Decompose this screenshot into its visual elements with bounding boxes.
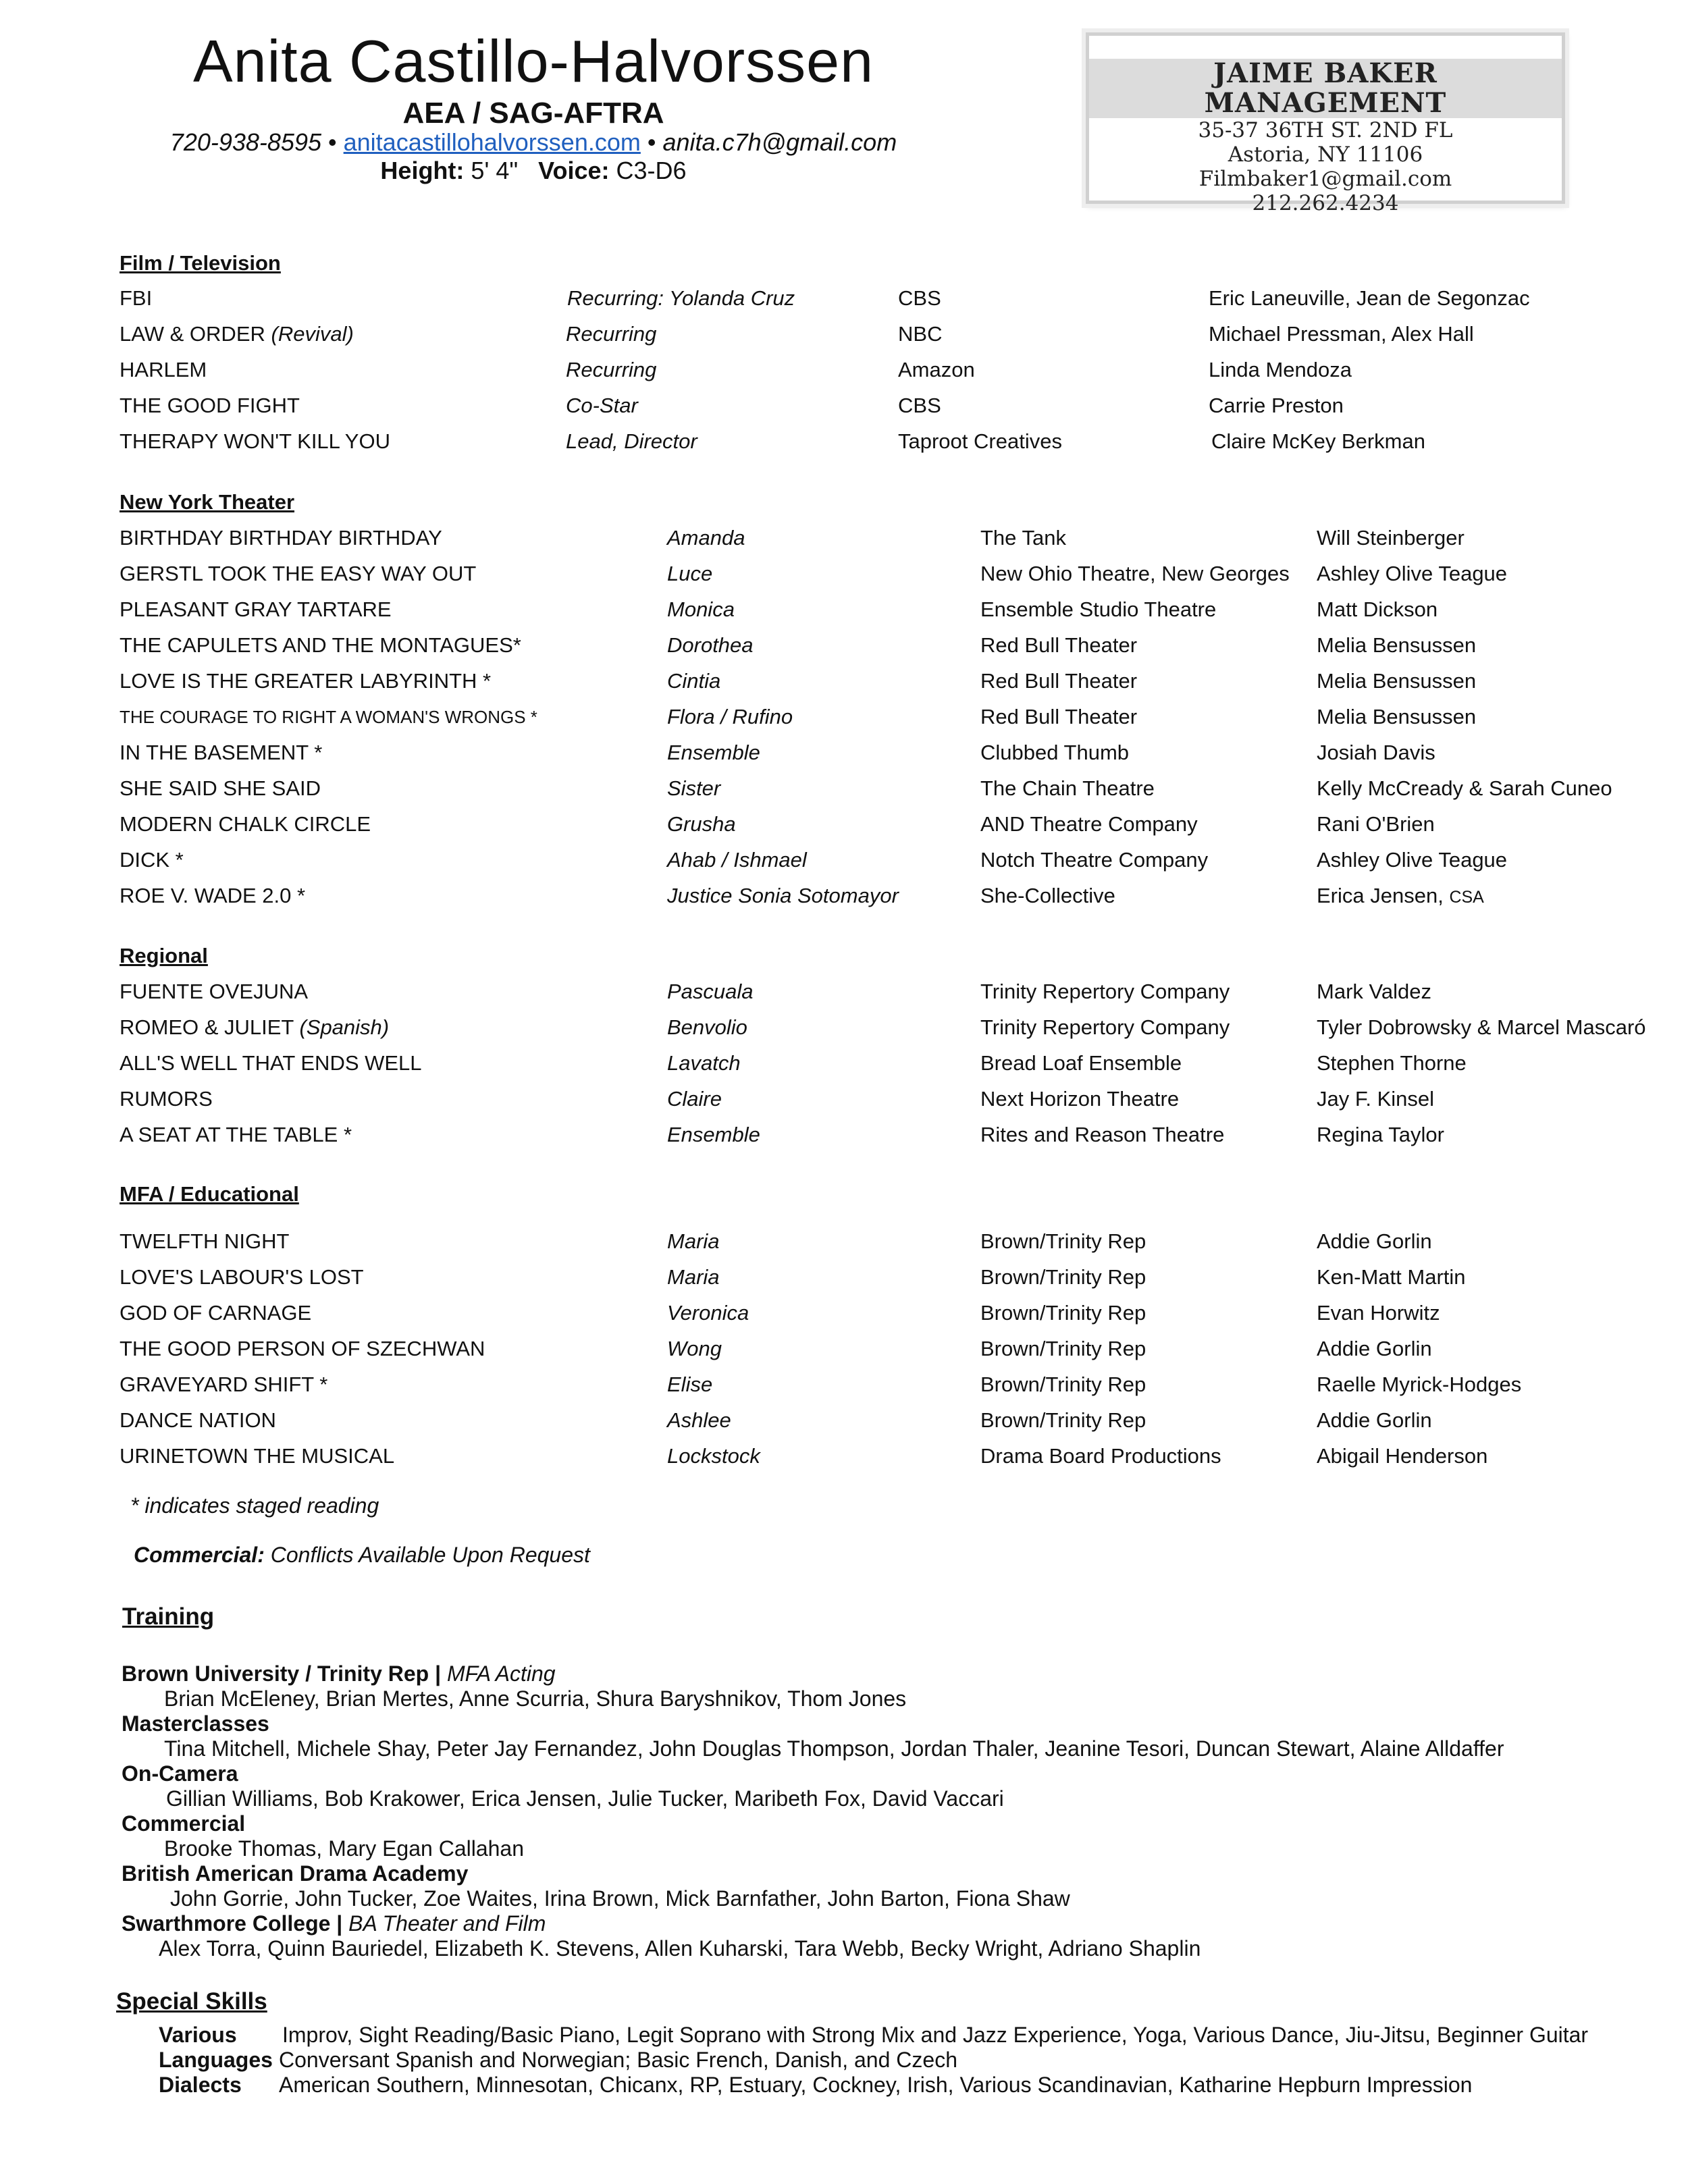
credit-director: Addie Gorlin: [1317, 1229, 1432, 1253]
credit-title: BIRTHDAY BIRTHDAY BIRTHDAY: [120, 526, 442, 550]
section-title-regional: Regional: [120, 944, 208, 967]
credit-title: THE GOOD FIGHT: [120, 394, 300, 417]
credit-role: Co-Star: [566, 394, 638, 417]
credit-company: Brown/Trinity Rep: [980, 1408, 1146, 1432]
credit-company: Rites and Reason Theatre: [980, 1123, 1225, 1146]
credit-row: [0, 358, 1688, 385]
credit-director: Matt Dickson: [1317, 597, 1438, 621]
bullet-separator: •: [647, 128, 656, 156]
training-school: Brown University / Trinity Rep | MFA Acting: [122, 1661, 556, 1686]
credit-row: [0, 429, 1688, 456]
credit-row: [0, 322, 1688, 349]
credit-title: GRAVEYARD SHIFT *: [120, 1373, 328, 1396]
credit-row: [0, 1123, 1688, 1150]
section-title-film: Film / Television: [120, 251, 281, 275]
training-school: British American Drama Academy: [122, 1861, 469, 1886]
actor-name: Anita Castillo-Halvorssen: [192, 28, 874, 95]
credit-title: THE COURAGE TO RIGHT A WOMAN'S WRONGS *: [120, 707, 537, 727]
credit-company: Clubbed Thumb: [980, 741, 1130, 764]
training-teachers: Alex Torra, Quinn Bauriedel, Elizabeth K. Stevens, Allen Kuharski, Tara Webb, Becky Wright, Adriano Shaplin: [159, 1936, 1201, 1961]
credit-director: Ashley Olive Teague: [1317, 848, 1508, 872]
credit-director: Stephen Thorne: [1317, 1051, 1467, 1075]
credit-role: Ahab / Ishmael: [667, 848, 807, 872]
credit-company: Drama Board Productions: [980, 1444, 1221, 1468]
credit-title: ROMEO & JULIET (Spanish): [120, 1015, 390, 1039]
credit-row: [0, 884, 1688, 911]
credit-title: LOVE'S LABOUR'S LOST: [120, 1265, 364, 1289]
credit-director: Regina Taylor: [1317, 1123, 1444, 1146]
agency-phone: 212.262.4234: [1252, 191, 1399, 215]
credit-role: Claire: [667, 1087, 722, 1111]
section-title-mfa: MFA / Educational: [120, 1182, 299, 1206]
credit-title: RUMORS: [120, 1087, 213, 1111]
credit-role: Amanda: [667, 526, 745, 550]
credit-role: Cintia: [667, 669, 721, 693]
credit-company: Next Horizon Theatre: [980, 1087, 1180, 1111]
credit-company: Red Bull Theater: [980, 705, 1138, 728]
section-title-special-skills: Special Skills: [116, 1988, 267, 2015]
credit-row: [0, 1087, 1688, 1114]
credit-title: FUENTE OVEJUNA: [120, 980, 309, 1003]
credit-title: MODERN CHALK CIRCLE: [120, 812, 371, 836]
credit-title: URINETOWN THE MUSICAL: [120, 1444, 395, 1468]
credit-company: Amazon: [898, 358, 975, 381]
credit-row: [0, 1337, 1688, 1364]
credit-role: Sister: [667, 776, 721, 800]
credit-director: Melia Bensussen: [1317, 669, 1477, 693]
credit-role: Lead, Director: [566, 429, 697, 453]
credit-director: Kelly McCready & Sarah Cuneo: [1317, 776, 1612, 800]
credit-director: Jay F. Kinsel: [1317, 1087, 1435, 1111]
skill-text: Improv, Sight Reading/Basic Piano, Legit Soprano with Strong Mix and Jazz Experience, Yoga, Various Dance, Jiu-Jitsu, Beginner Guitar: [282, 2023, 1589, 2047]
credit-director: Carrie Preston: [1209, 394, 1344, 417]
credit-company: Trinity Repertory Company: [980, 980, 1230, 1003]
credit-company: New Ohio Theatre, New Georges: [980, 562, 1290, 585]
credit-role: Luce: [667, 562, 713, 585]
agency-address-line1: 35-37 36TH ST. 2ND FL: [1198, 118, 1453, 142]
agency-box: [1086, 32, 1565, 215]
credit-company: AND Theatre Company: [980, 812, 1198, 836]
credit-row: [0, 776, 1688, 803]
credit-role: Lavatch: [667, 1051, 741, 1075]
training-school: On-Camera: [122, 1761, 238, 1786]
credit-title: THERAPY WON'T KILL YOU: [120, 429, 390, 453]
training-school: Masterclasses: [122, 1711, 269, 1736]
credit-title: LOVE IS THE GREATER LABYRINTH *: [120, 669, 492, 693]
credit-title: ROE V. WADE 2.0 *: [120, 884, 306, 907]
credit-title: LAW & ORDER (Revival): [120, 322, 354, 346]
credit-company: The Chain Theatre: [980, 776, 1155, 800]
credit-role: Justice Sonia Sotomayor: [667, 884, 899, 907]
credit-role: Grusha: [667, 812, 736, 836]
credit-company: Taproot Creatives: [898, 429, 1062, 453]
credit-director: Josiah Davis: [1317, 741, 1435, 764]
credit-title: IN THE BASEMENT *: [120, 741, 323, 764]
credit-director: Will Steinberger: [1317, 526, 1465, 550]
training-teachers: John Gorrie, John Tucker, Zoe Waites, Irina Brown, Mick Barnfather, John Barton, Fiona Shaw: [170, 1886, 1070, 1911]
credit-row: [0, 562, 1688, 589]
credit-title: DANCE NATION: [120, 1408, 276, 1432]
skill-label: Various: [159, 2023, 237, 2047]
credit-row: [0, 1229, 1688, 1256]
credit-role: Elise: [667, 1373, 713, 1396]
credit-row: [0, 1373, 1688, 1400]
training-teachers: Gillian Williams, Bob Krakower, Erica Jensen, Julie Tucker, Maribeth Fox, David Vaccari: [166, 1786, 1004, 1811]
credit-row: [0, 741, 1688, 768]
credit-row: [0, 1051, 1688, 1078]
credit-company: Brown/Trinity Rep: [980, 1265, 1146, 1289]
credit-role: Monica: [667, 597, 735, 621]
credit-director: Melia Bensussen: [1317, 633, 1477, 657]
credit-director: Addie Gorlin: [1317, 1408, 1432, 1432]
credit-role: Pascuala: [667, 980, 754, 1003]
credit-title: SHE SAID SHE SAID: [120, 776, 321, 800]
skill-text: American Southern, Minnesotan, Chicanx, RP, Estuary, Cockney, Irish, Various Scandinavian, Katharine Hepburn Impression: [279, 2073, 1473, 2097]
training-teachers: Tina Mitchell, Michele Shay, Peter Jay Fernandez, John Douglas Thompson, Jordan Thaler, Jeanine Tesori, Duncan Stewart, Alaine Alldaffer: [164, 1736, 1504, 1761]
credit-role: Recurring: [566, 358, 657, 381]
credit-role: Maria: [667, 1229, 720, 1253]
credit-title: GERSTL TOOK THE EASY WAY OUT: [120, 562, 477, 585]
staged-reading-note: * indicates staged reading: [130, 1493, 379, 1518]
credit-row: [0, 1301, 1688, 1328]
credit-row: [0, 1015, 1688, 1042]
training-teachers: Brooke Thomas, Mary Egan Callahan: [164, 1836, 525, 1861]
credit-title: FBI: [120, 286, 153, 310]
credit-director: Ken-Matt Martin: [1317, 1265, 1466, 1289]
credit-company: Brown/Trinity Rep: [980, 1373, 1146, 1396]
credit-company: Trinity Repertory Company: [980, 1015, 1230, 1039]
credit-row: [0, 1444, 1688, 1471]
credit-title: TWELFTH NIGHT: [120, 1229, 290, 1253]
section-title-training: Training: [122, 1603, 215, 1630]
credit-title: HARLEM: [120, 358, 207, 381]
credit-row: [0, 812, 1688, 839]
credit-row: [0, 633, 1688, 660]
voice-label: Voice:: [538, 157, 610, 184]
credit-role: Ensemble: [667, 1123, 760, 1146]
credit-director: Claire McKey Berkman: [1211, 429, 1425, 453]
credit-director: Abigail Henderson: [1317, 1444, 1488, 1468]
credit-role: Dorothea: [667, 633, 754, 657]
training-school: Swarthmore College | BA Theater and Film: [122, 1911, 546, 1936]
credit-row: [0, 705, 1688, 732]
commercial-text: Conflicts Available Upon Request: [270, 1543, 590, 1567]
agency-name: JAIME BAKER MANAGEMENT: [1089, 59, 1562, 118]
credit-director: Evan Horwitz: [1317, 1301, 1440, 1325]
credit-director: Mark Valdez: [1317, 980, 1431, 1003]
credit-company: CBS: [898, 394, 941, 417]
credit-title: GOD OF CARNAGE: [120, 1301, 312, 1325]
credit-row: [0, 1265, 1688, 1292]
credit-row: [0, 394, 1688, 421]
credit-title: THE CAPULETS AND THE MONTAGUES*: [120, 633, 521, 657]
credit-role: Wong: [667, 1337, 722, 1360]
union-affiliations: AEA / SAG-AFTRA: [402, 97, 664, 130]
credit-director: Linda Mendoza: [1209, 358, 1352, 381]
training-school: Commercial: [122, 1811, 246, 1836]
credit-role: Benvolio: [667, 1015, 747, 1039]
credit-company: Bread Loaf Ensemble: [980, 1051, 1182, 1075]
skill-text: Conversant Spanish and Norwegian; Basic French, Danish, and Czech: [279, 2048, 957, 2072]
credit-title: DICK *: [120, 848, 184, 872]
credit-role: Ensemble: [667, 741, 760, 764]
credit-title: A SEAT AT THE TABLE *: [120, 1123, 352, 1146]
credit-director: Erica Jensen, CSA: [1317, 884, 1484, 907]
credit-company: Red Bull Theater: [980, 669, 1138, 693]
credit-director: Tyler Dobrowsky & Marcel Mascaró: [1317, 1015, 1646, 1039]
credit-company: Ensemble Studio Theatre: [980, 597, 1217, 621]
credit-director: Rani O'Brien: [1317, 812, 1435, 836]
email-address: anita.c7h@gmail.com: [662, 128, 897, 156]
section-title-ny-theater: New York Theater: [120, 490, 295, 514]
credit-role: Flora / Rufino: [667, 705, 793, 728]
credit-row: [0, 980, 1688, 1007]
credit-company: Brown/Trinity Rep: [980, 1337, 1146, 1360]
credit-role: Recurring: [566, 322, 657, 346]
height-value: 5' 4": [471, 157, 519, 184]
measurements-line: [115, 157, 952, 185]
agency-email: Filmbaker1@gmail.com: [1198, 167, 1452, 191]
commercial-note: [134, 1543, 590, 1568]
skill-label: Dialects: [159, 2073, 242, 2097]
credit-company: NBC: [898, 322, 943, 346]
phone-number: 720-938-8595: [169, 128, 321, 156]
credit-role: Lockstock: [667, 1444, 760, 1468]
website-link[interactable]: anitacastillohalvorssen.com: [343, 128, 641, 156]
credit-company: The Tank: [980, 526, 1066, 550]
credit-director: Eric Laneuville, Jean de Segonzac: [1209, 286, 1530, 310]
credit-row: [0, 669, 1688, 696]
credit-row: [0, 526, 1688, 553]
credit-company: Brown/Trinity Rep: [980, 1229, 1146, 1253]
credit-title: THE GOOD PERSON OF SZECHWAN: [120, 1337, 485, 1360]
contact-line: [115, 128, 952, 157]
agency-address-line2: Astoria, NY 11106: [1228, 142, 1423, 167]
credit-director: Raelle Myrick-Hodges: [1317, 1373, 1522, 1396]
credit-company: Notch Theatre Company: [980, 848, 1209, 872]
training-teachers: Brian McEleney, Brian Mertes, Anne Scurria, Shura Baryshnikov, Thom Jones: [164, 1686, 907, 1711]
credit-role: Recurring: Yolanda Cruz: [567, 286, 795, 310]
credit-row: [0, 286, 1688, 313]
credit-title: ALL'S WELL THAT ENDS WELL: [120, 1051, 422, 1075]
credit-role: Maria: [667, 1265, 720, 1289]
credit-director: Ashley Olive Teague: [1317, 562, 1508, 585]
credit-director: Melia Bensussen: [1317, 705, 1477, 728]
voice-value: C3-D6: [616, 157, 687, 184]
credit-company: CBS: [898, 286, 941, 310]
credit-row: [0, 597, 1688, 624]
commercial-label: Commercial:: [134, 1543, 265, 1567]
credit-role: Veronica: [667, 1301, 749, 1325]
credit-row: [0, 848, 1688, 875]
credit-company: She-Collective: [980, 884, 1115, 907]
height-label: Height:: [380, 157, 465, 184]
credit-director: Michael Pressman, Alex Hall: [1209, 322, 1474, 346]
credit-role: Ashlee: [667, 1408, 731, 1432]
credit-director: Addie Gorlin: [1317, 1337, 1432, 1360]
credit-company: Red Bull Theater: [980, 633, 1138, 657]
credit-company: Brown/Trinity Rep: [980, 1301, 1146, 1325]
skill-label: Languages: [159, 2048, 273, 2072]
credit-title: PLEASANT GRAY TARTARE: [120, 597, 392, 621]
credit-row: [0, 1408, 1688, 1435]
bullet-separator: •: [328, 128, 337, 156]
